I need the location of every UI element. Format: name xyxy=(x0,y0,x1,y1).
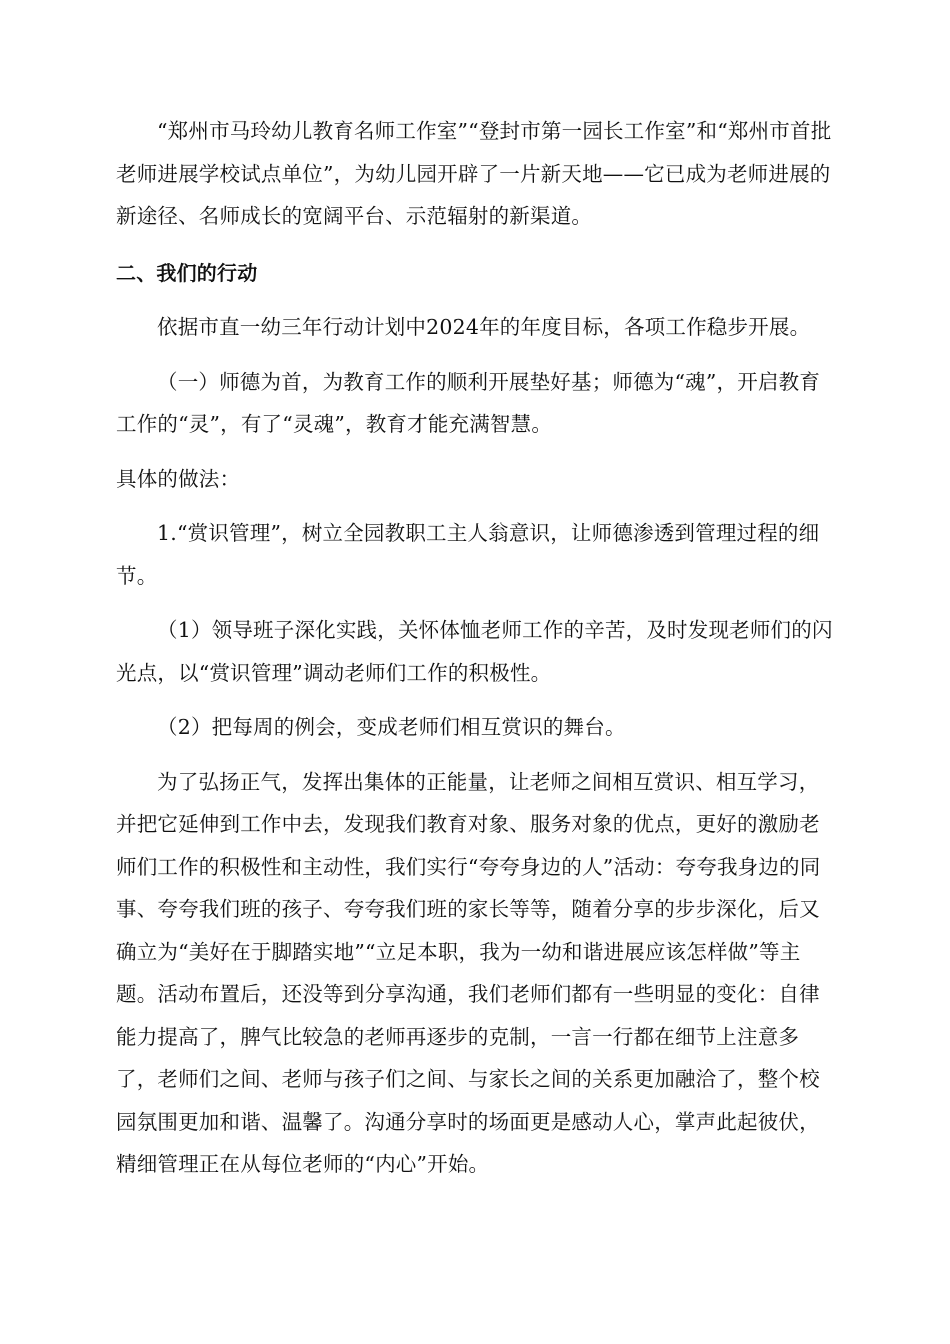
document-body xyxy=(116,110,834,1186)
list-item-1: 1.“赏识管理”，树立全园教职工主人翁意识，让师德渗透到管理过程的细节。 xyxy=(116,521,820,588)
list-item-1-1: （1）领导班子深化实践，关怀体恤老师工作的辛苦，及时发现老师们的闪光点，以“赏识管理”调动老师们工作的积极性。 xyxy=(116,618,833,685)
section-heading: 二、我们的行动 xyxy=(116,260,258,285)
body-paragraph-long: 为了弘扬正气，发挥出集体的正能量，让老师之间相互赏识、相互学习，并把它延伸到工作中去，发现我们教育对象、服务对象的优点，更好的激励老师们工作的积极性和主动性，我们实行“夸夸身边的人”活动：夸夸我身边的同事、夸夸我们班的孩子、夸夸我们班的家长等等，随着分享的步步深化，后又确立为“美好在于脚踏实地”“立足本职，我为一幼和谐进展应该怎样做”等主题。活动布置后，还没等到分享沟通，我们老师们都有一些明显的变化：自律能力提高了，脾气比较急的老师再逐步的克制，一言一行都在细节上注意多了，老师们之间、老师与孩子们之间、与家长之间的关系更加融洽了，整个校园氛围更加和谐、温馨了。沟通分享时的场面更是感动人心，掌声此起彼伏，精细管理正在从每位老师的“内心”开始。 xyxy=(116,769,821,1176)
list-item-1-2: （2）把每周的例会，变成老师们相互赏识的舞台。 xyxy=(157,715,626,739)
body-paragraph: 依据市直一幼三年行动计划中2024年的年度目标，各项工作稳步开展。 xyxy=(157,315,811,339)
subsection-paragraph: （一）师德为首，为教育工作的顺利开展垫好基；师德为“魂”，开启教育工作的“灵”，有了“灵魂”，教育才能充满智慧。 xyxy=(116,369,821,436)
intro-paragraph: “郑州市马玲幼儿教育名师工作室”“登封市第一园长工作室”和“郑州市首批老师进展学校试点单位”，为幼儿园开辟了一片新天地——它已成为老师进展的新途径、名师成长的宽阔平台、示范辐射的新渠道。 xyxy=(116,119,832,228)
method-label: 具体的做法： xyxy=(116,466,241,491)
